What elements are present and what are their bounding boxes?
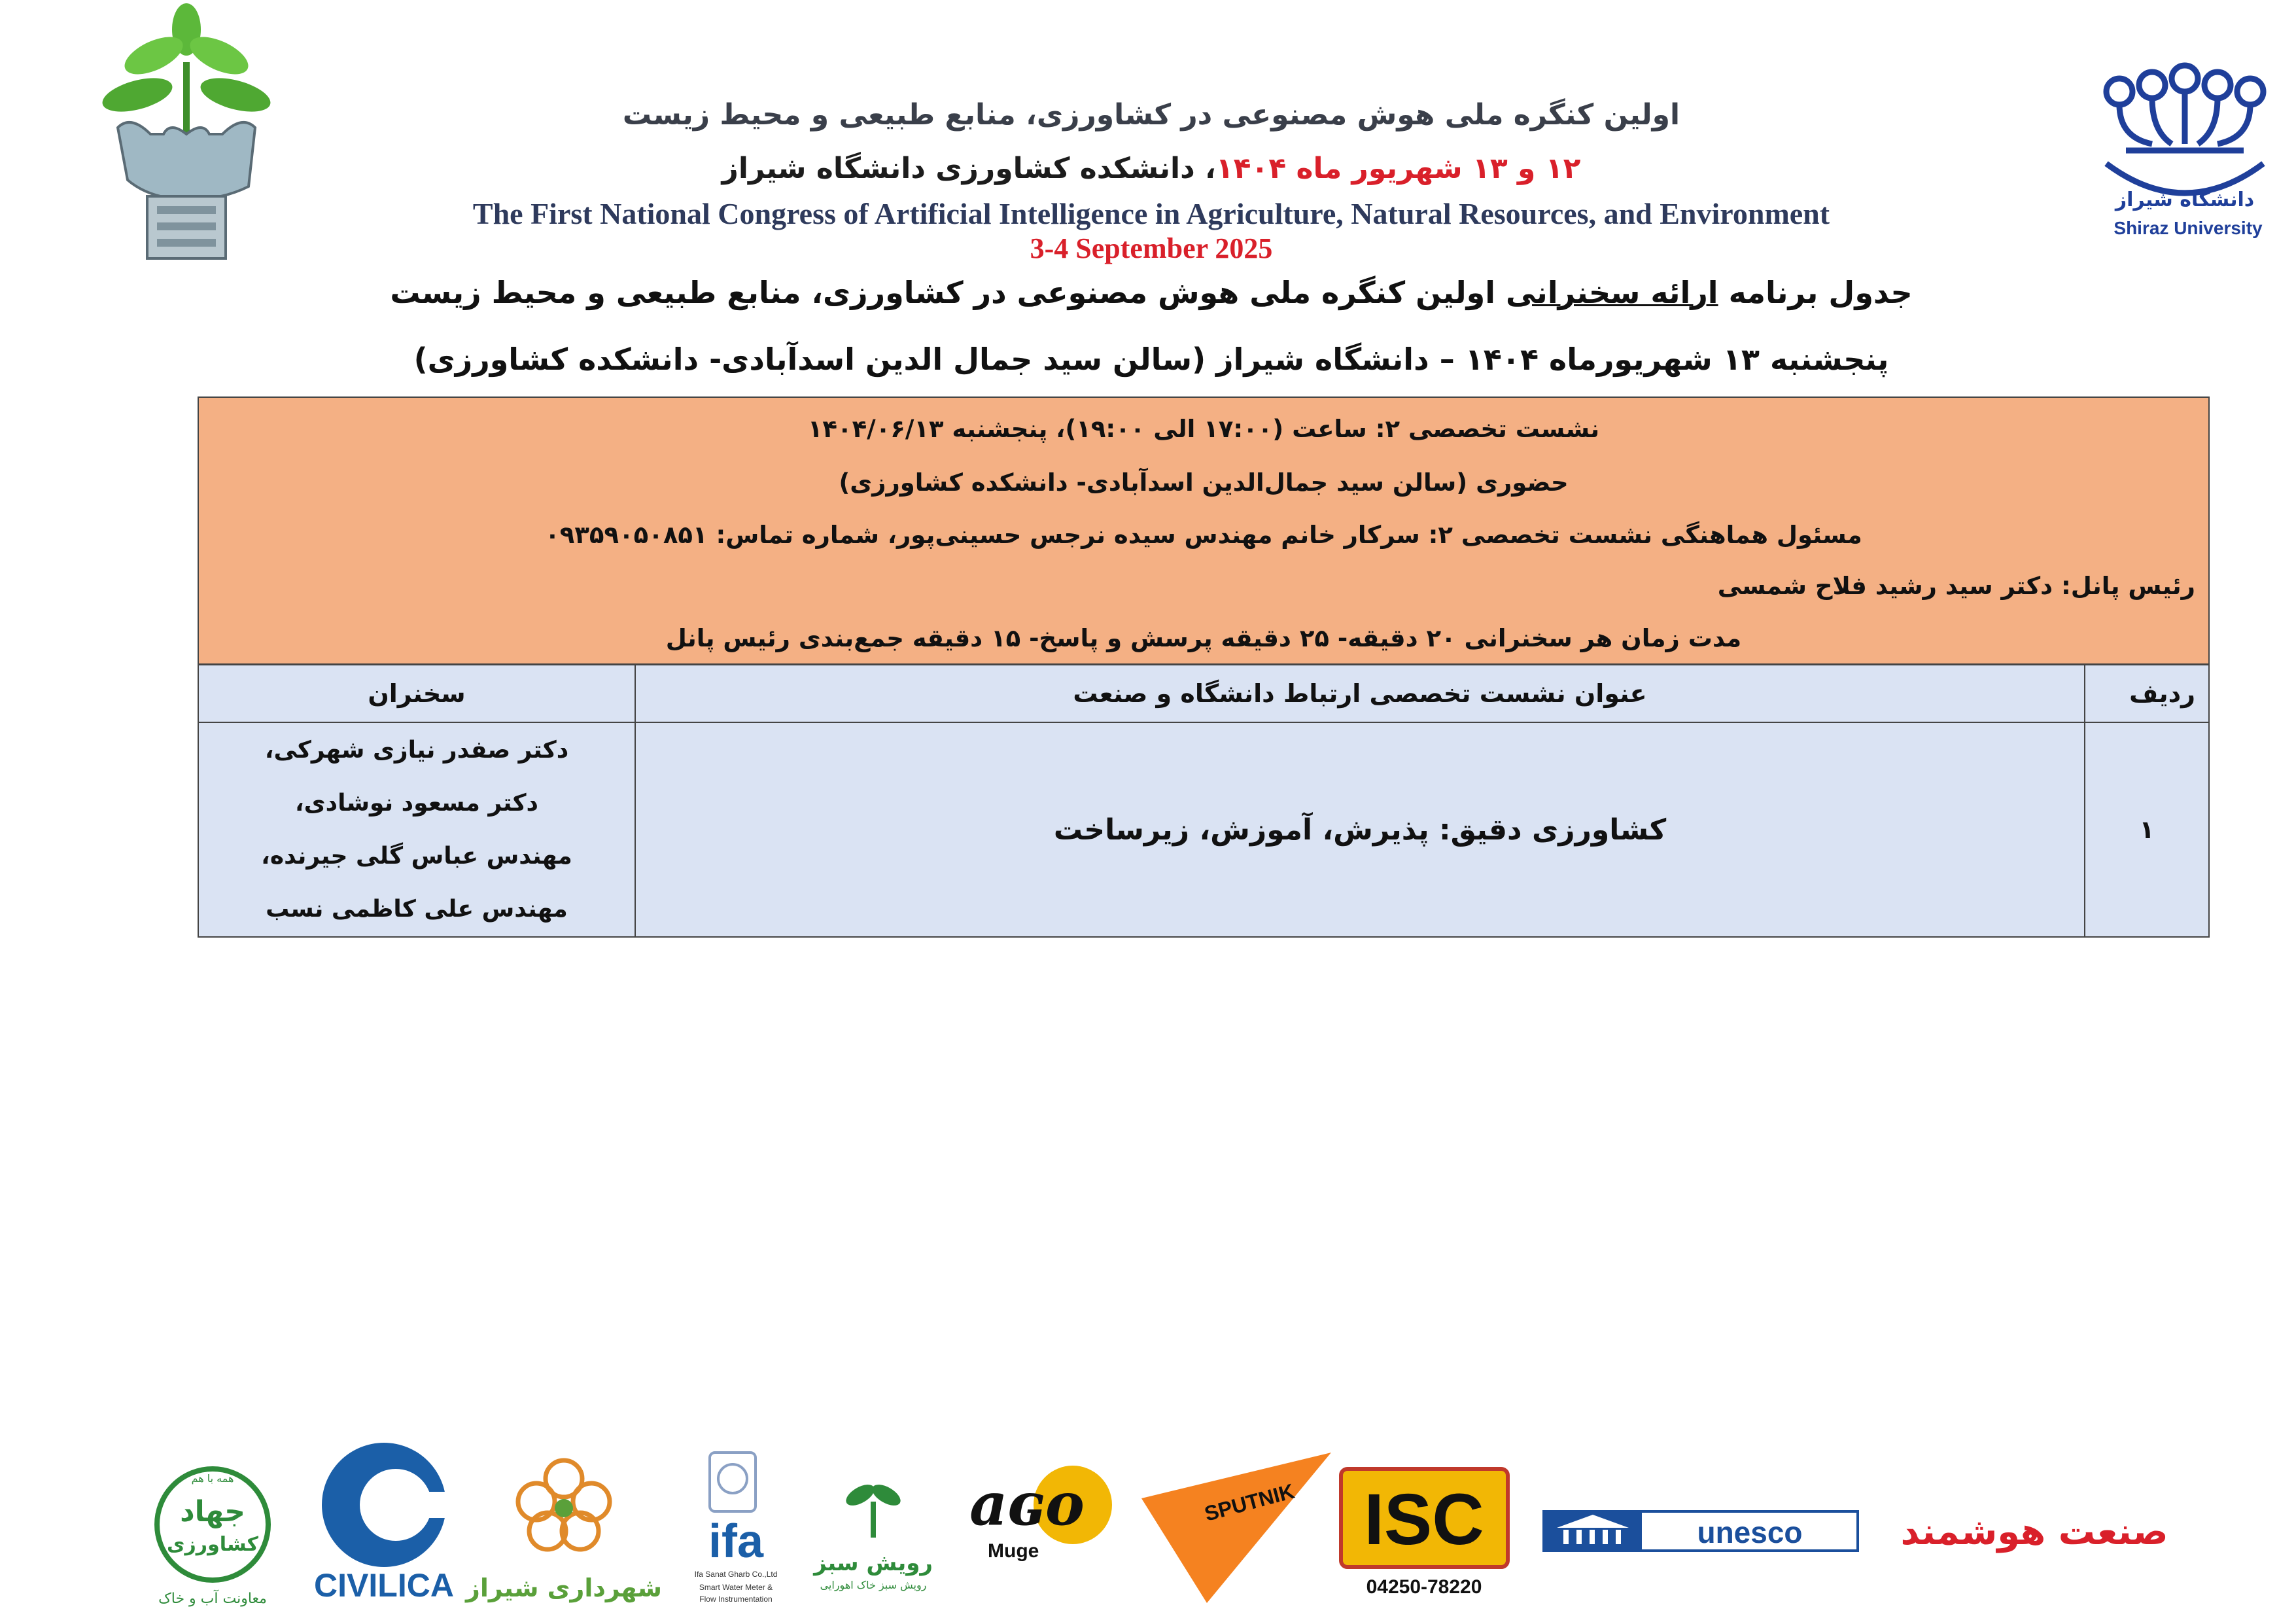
sputnik-logo xyxy=(1135,1439,1344,1610)
sputnik-flag-icon xyxy=(1135,1439,1344,1610)
session-venue: حضوری (سالن سید جمال‌الدین اسدآبادی- دانشکده کشاورزی) xyxy=(839,468,1569,497)
row-title: کشاورزی دقیق: پذیرش، آموزش، زیرساخت xyxy=(635,722,2085,937)
shiraz-municipality-logo xyxy=(466,1439,662,1610)
schedule-subtitle: پنجشنبه ۱۳ شهریورماه ۱۴۰۴ – دانشگاه شیراز (سالن سید جمال الدین اسدآبادی- دانشکده کشاورزی) xyxy=(413,342,1889,377)
session-info-box xyxy=(198,397,2210,665)
ifa-sub-2: Smart Water Meter & xyxy=(699,1583,773,1592)
rooyesh-sprout-icon xyxy=(801,1439,945,1610)
jahad-logo xyxy=(147,1439,278,1610)
row-number: ۱ xyxy=(2085,722,2209,937)
civilica-logo xyxy=(298,1439,471,1610)
table-header-row xyxy=(198,665,2209,722)
rooyesh-text: رویش سبز xyxy=(814,1550,933,1576)
speaker-name: دکتر صفدر نیازی شهرکی، xyxy=(264,737,569,764)
rooyesh-subtext: رویش سبز خاک اهورایی xyxy=(820,1579,927,1591)
civilica-text: CIVILICA xyxy=(314,1567,454,1604)
municipality-text: شهرداری شیراز xyxy=(466,1574,662,1602)
congress-venue: ، دانشکده کشاورزی دانشگاه شیراز xyxy=(722,152,1216,185)
header-speakers: سخنران xyxy=(198,665,635,722)
svg-text:aɢo: aɢo xyxy=(969,1470,1085,1539)
schedule-title xyxy=(366,275,1936,310)
schedule-title-pre: جدول برنامه xyxy=(1718,275,1913,310)
session-coordinator: مسئول هماهنگی نشست تخصصی ۲: سرکار خانم مهندس سیده نرجس حسینی‌پور، شماره تماس: ۰۹۳۵۹۰۵۰۸۵۱ xyxy=(545,521,1862,549)
jahad-main-text: جهاد xyxy=(180,1495,245,1528)
congress-dates-fa xyxy=(366,152,1936,185)
congress-title-en: The First National Congress of Artificial Intelligence in Agriculture, Natural Resources, and Environment xyxy=(472,197,1830,230)
speaker-name: دکتر مسعود نوشادی، xyxy=(294,790,538,817)
university-script: دانشگاه شیراز xyxy=(2115,188,2255,211)
unesco-temple-icon xyxy=(1544,1439,1858,1610)
session-time: نشست تخصصی ۲: ساعت (۱۷:۰۰ الی ۱۹:۰۰)، پنجشنبه ۱۴۰۴/۰۶/۱۳ xyxy=(807,415,1600,443)
muge-text: Muge xyxy=(988,1540,1039,1562)
congress-date-en: 3-4 September 2025 xyxy=(1030,232,1273,264)
ifa-main-text: ifa xyxy=(708,1515,764,1568)
congress-dates-red: ۱۲ و ۱۳ شهریور ماه ۱۴۰۴ xyxy=(1215,152,1581,185)
isc-badge-icon xyxy=(1338,1439,1511,1610)
table-row xyxy=(198,722,2209,937)
ifa-sub-1: Ifa Sanat Gharb Co.,Ltd xyxy=(694,1570,778,1579)
congress-title-fa: اولین کنگره ملی هوش مصنوعی در کشاورزی، منابع طبیعی و محیط زیست xyxy=(622,98,1680,132)
row-speakers xyxy=(198,722,635,937)
civilica-c-icon xyxy=(298,1439,471,1610)
schedule-title-underlined: ارائه سخنرانی xyxy=(1506,275,1718,310)
municipality-flower-icon xyxy=(466,1439,662,1610)
isc-logo xyxy=(1338,1439,1511,1610)
ifa-logo xyxy=(680,1439,791,1610)
isc-text: ISC xyxy=(1364,1479,1484,1560)
speaker-name: مهندس عباس گلی جیرنده، xyxy=(261,843,572,870)
ifa-meter-icon xyxy=(680,1439,791,1610)
sessions-table xyxy=(198,664,2210,938)
unesco-text: unesco xyxy=(1697,1515,1803,1549)
jahad-emblem-icon xyxy=(147,1439,278,1610)
jahad-sub-text: کشاورزی xyxy=(167,1533,258,1556)
muge-logo xyxy=(955,1439,1125,1610)
header-session-title: عنوان نشست تخصصی ارتباط دانشگاه و صنعت xyxy=(635,665,2085,722)
sanat-hooshmand-logo xyxy=(1884,1439,2185,1610)
jahad-bottom-text: معاونت آب و خاک xyxy=(158,1591,267,1607)
sputnik-text: SPUTNIK xyxy=(1202,1479,1297,1526)
shiraz-university-logo xyxy=(2080,65,2289,242)
session-duration: مدت زمان هر سخنرانی ۲۰ دقیقه- ۲۵ دقیقه پرسش و پاسخ- ۱۵ دقیقه جمع‌بندی رئیس پانل xyxy=(665,624,1742,652)
isc-phone: 04250-78220 xyxy=(1366,1576,1482,1598)
speaker-name: مهندس علی کاظمی نسب xyxy=(266,896,568,923)
congress-logo xyxy=(92,3,281,262)
header-row-number: ردیف xyxy=(2085,665,2209,722)
rooyesh-sabz-logo xyxy=(801,1439,945,1610)
unesco-logo xyxy=(1544,1439,1858,1610)
university-caption: Shiraz University xyxy=(2113,218,2263,238)
sanat-text: صنعت هوشمند xyxy=(1900,1511,2168,1553)
sanat-wordmark xyxy=(1884,1439,2185,1610)
panel-chair: رئیس پانل: دکتر سید رشید فلاح شمسی xyxy=(1717,572,2195,600)
jahad-top-text: همه با هم xyxy=(191,1472,234,1485)
ifa-sub-3: Flow Instrumentation xyxy=(699,1595,773,1604)
schedule-title-post: اولین کنگره ملی هوش مصنوعی در کشاورزی، منابع طبیعی و محیط زیست xyxy=(390,275,1506,310)
muge-mark-icon xyxy=(955,1439,1125,1610)
